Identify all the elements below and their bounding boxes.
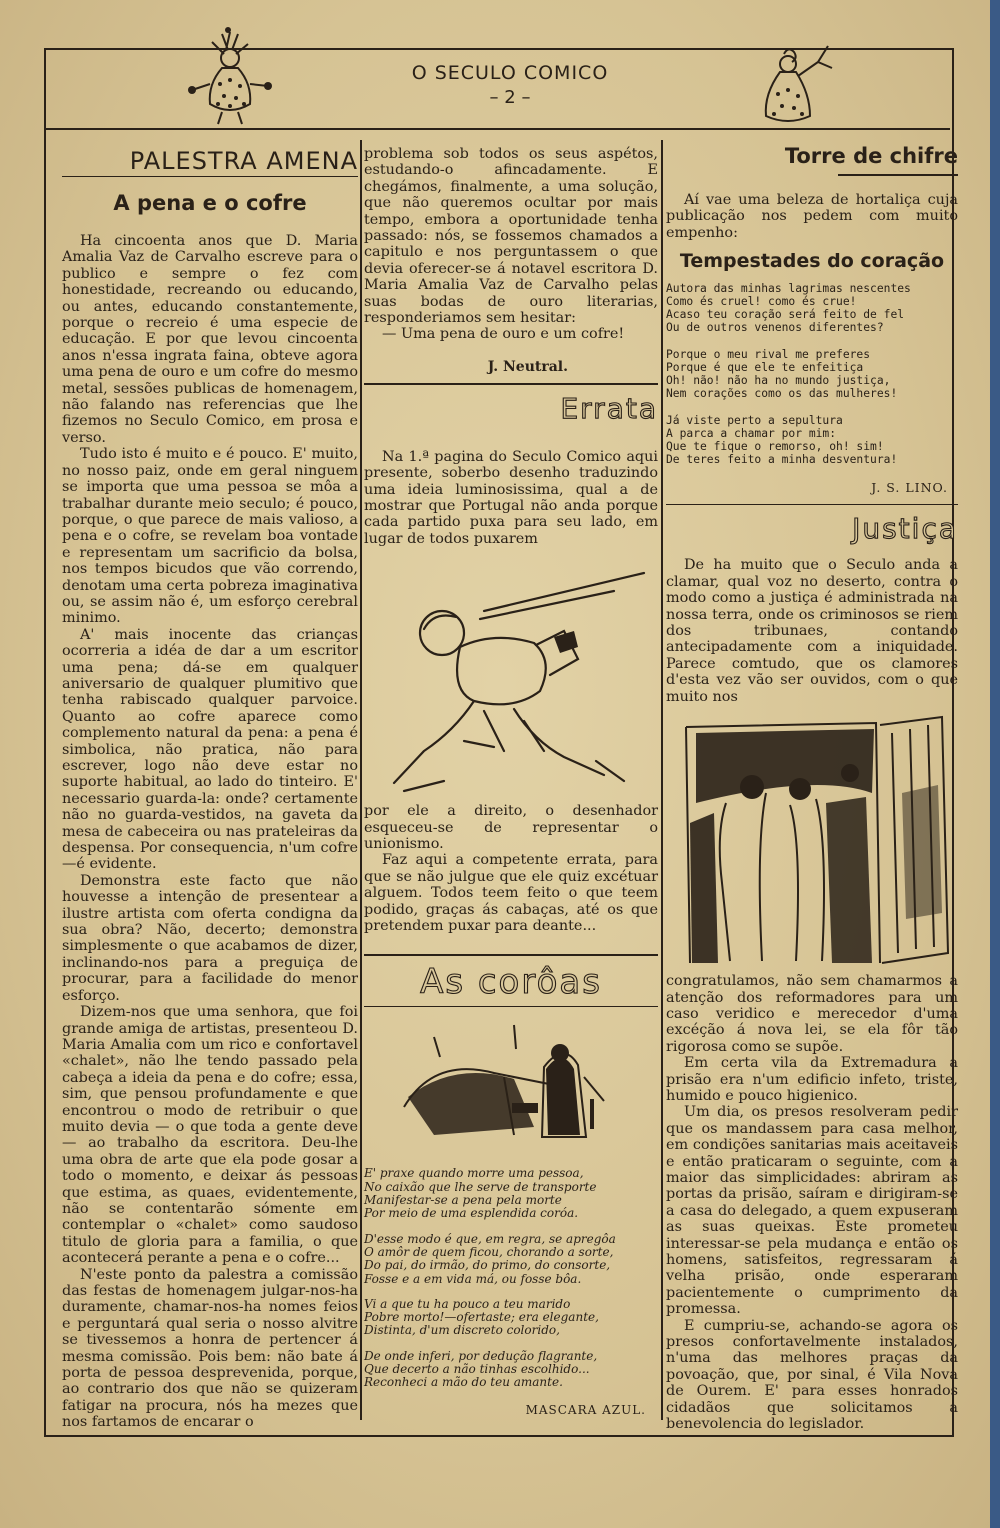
verse-stanza: Autora das minhas lagrimas nescentes Como és cruel! como és crue! Acaso teu coração será feito de fel Ou de outros venenos diferentes? [666, 281, 911, 334]
cartoon-man-pulling-illustration [364, 551, 658, 797]
section-rule [364, 383, 658, 385]
poem-title-tempestades: Tempestades do coração [679, 250, 945, 273]
section-heading-torre: Torre de chifre [784, 144, 958, 168]
mascot-left-illustration [188, 24, 272, 128]
prisoners-door-illustration [666, 713, 958, 965]
torre-intro: Aí vae uma beleza de hortaliça cuja publicação nos pedem com muito empenho: [666, 191, 958, 241]
article-title-pena-cofre: A pena e o cofre [113, 191, 307, 215]
article-continuation: problema sob todos os seus aspétos, estudando-o afincadamente. E chegámos, finalmente, a uma solução, que não queremos ocultar por mais tempo, embora a oportunidade tenha passado: nós, se fossemos chamados a capitulo e nos perguntassem o que devia oferecer-se á notavel escritora D. Maria Amalia Vaz de Carvalho pelas suas bodas de ouro literarias, responderiamos sem hesitar: [364, 146, 658, 327]
article-paragraph: N'este ponto da palestra a comissão das festas de homenagem julgar-nos-ha duramente, chamar-nos-ha nomes feios e perguntará qual seria o nosso alvitre se tivessemos a honra de pertencer á mesma comissão. Pois bem: não bate á porta de pessoa desprevenida, porque, ao contrario dos que não se quizeram fatigar na procura, nós ha mezes que nos fartamos de encarar o [62, 1266, 358, 1431]
errata-paragraph: Faz aqui a competente errata, para que se não julgue que ele quiz excétuar alguem. Todos teem feito o que teem podido, graças ás cabaças, até os que pretendem puxar para deante... [364, 852, 658, 935]
justica-paragraph: De ha muito que o Seculo anda a clamar, qual voz no deserto, contra o modo como a justiça é administrada na nossa terra, onde os criminosos se riem dos tribunaes, contando antecipadamente com a iniquidade. Parece comtudo, que os clamores d'esta vez vão ser ouvidos, com o que muito nos [666, 557, 958, 705]
section-rule [364, 954, 658, 956]
poem-stanza: Vi a que tu ha pouco a teu marido Pobre morto!—ofertaste; era elegante, Distinta, d'um discreto colorido, [364, 1296, 599, 1338]
poem-stanza: De onde inferi, por dedução flagrante, Que decerto a não tinhas escolhido... Reconheci a mão do teu amante. [364, 1348, 598, 1390]
coffin-wreath-illustration [364, 1017, 658, 1157]
column-divider-2 [661, 140, 663, 1420]
section-rule [666, 504, 958, 506]
poem-stanza: D'esse modo é que, em regra, se apregôa O amôr de quem ficou, chorando a sorte, Do pai, do irmão, do primo, do consorte, Fosse e a em vida má, ou fosse bôa. [364, 1231, 616, 1286]
article-quote: — Uma pena de ouro e um cofre! [382, 326, 625, 343]
author-signature-neutral: J. Neutral. [487, 358, 568, 375]
section-heading-coroas: As corôas [420, 961, 602, 1002]
section-rule [364, 1006, 658, 1008]
masthead [300, 62, 720, 108]
column-palestra [62, 148, 358, 1431]
article-paragraph: Ha cincoenta anos que D. Maria Amalia Vaz de Carvalho escreve para o publico e sempre o fez com honestidade, recreando ou educando, ou antes, educando constantemente, porque o recreio é uma especie de educação. E por que levou cincoenta anos n'essa ingrata faina, obteve agora uma pena de ouro e um cofre do mesmo metal, sessões publicas de homenagem, não falando nas referencias que lhe fizemos no Seculo Comico, em prosa e verso. [62, 233, 358, 446]
verse-stanza: Porque o meu rival me preferes Porque é que ele te enfeitiça Oh! não! não ha no mundo justiça, Nem corações como os das mulheres! [666, 347, 898, 400]
masthead-page-number: – 2 – [489, 87, 531, 108]
justica-paragraph: congratulamos, não sem chamarmos a atenção dos reformadores para um caso veridico e merecedor d'uma excéção á nova lei, se ela fôr tão rigorosa como se supõe. [666, 973, 958, 1055]
column-right [666, 146, 958, 1432]
errata-paragraph: por ele a direito, o desenhador esqueceu-se de representar o unionismo. [364, 803, 658, 853]
justica-paragraph: Um dia, os presos resolveram pedir que os mandassem para casa melhor, em condições sanitarias mais aceitaveis e então praticaram o seguinte, com a maior das simplicidades: abriram as portas da prisão, saíram e dirigiram-se a casa do delegado, a quem expuseram as suas queixas. Este prometeu interessar-se pela mudança e então os homens, satisfeitos, regressaram á velha prisão, onde esperaram pacientemente o cumprimento da promessa. [666, 1104, 958, 1318]
page-edge [990, 0, 1000, 1528]
section-heading-palestra: PALESTRA AMENA [62, 148, 358, 177]
section-rule [838, 174, 958, 176]
article-paragraph: Demonstra este facto que não houvesse a intenção de presentear a ilustre artista com oferta condigna da sua obra? Não, decerto; demonstra simplesmente o que acabamos de dizer, inclinando-nos para a preguiça de procurar, para a facilidade do menor esforço. [62, 872, 358, 1004]
article-paragraph: A' mais inocente das crianças ocorreria a idéa de dar a um escritor uma pena; dá-se em qualquer aniversario de qualquer plumitivo que tenha rabiscado qualquer parvoice. Quanto ao cofre aparece como complemento natural da pena: a pena é simbolica, não pratica, não para escrever, logo não deve estar no suporte habitual, ao lado do tinteiro. E' necessario guarda-la: onde? certamente não no guarda-vestidos, na gaveta da mesa de cabeceira ou nas prateleiras da despensa. Por consequencia, n'um cofre—é evidente. [62, 626, 358, 873]
header-bottom-rule [44, 128, 950, 130]
mascot-right-illustration [748, 44, 834, 128]
errata-paragraph: Na 1.ª pagina do Seculo Comico aqui presente, soberbo desenho traduzindo uma ideia luminosissima, qual a de mostrar que Portugal não anda porque cada partido puxa para seu lado, em lugar de todos puxarem [364, 448, 658, 547]
article-paragraph: Tudo isto é muito e é pouco. E' muito, no nosso paiz, onde em geral ninguem se importa que uma pessoa se môa a trabalhar durante meio seculo; é pouco, porque, o que parece de mais valioso, a pena e o cofre, se revelam boa vontade e representam um sacrificio da bolsa, nos tempos bicudos que vão correndo, denotam uma certa pobreza imaginativa ou, se assim não é, um esforço cerebral minimo. [62, 446, 358, 627]
section-heading-justica: Justiça [852, 512, 958, 546]
article-paragraph: Dizem-nos que uma senhora, que foi grande amiga de artistas, presenteou D. Maria Amalia com um rico e confortavel «chalet», não lhe tendo passado pela cabeça a ideia da pena e do cofre; essa, sim, que pensou profundamente e que encontrou o modo de retribuir o que muito devia — o que toda a gente deve — ao trabalho da escritora. Deu-lhe uma obra de arte que ela pode gosar a todo o momento, e deixar ás pessoas que estima, as quaes, evidentemente, não se contentarão sómente em contemplar o «chalet» como saudoso titulo de gloria para a familia, o que acontecerá perante a pena e o cofre... [62, 1004, 358, 1267]
poem-signature: MASCARA AZUL. [525, 1402, 646, 1417]
verse-signature: J. S. LINO. [871, 479, 948, 495]
section-heading-errata: Errata [560, 391, 658, 425]
column-divider-1 [360, 140, 362, 1420]
column-middle [364, 146, 658, 1418]
verse-stanza: Já viste perto a sepultura A parca a chamar por mim: Que te fique o remorso, oh! sim! De teres feito a minha desventura! [666, 413, 898, 466]
justica-paragraph: Em certa vila da Extremadura a prisão era n'um edificio infeto, triste, humido e pouco higienico. [666, 1055, 958, 1104]
poem-stanza: E' praxe quando morre uma pessoa, No caixão que lhe serve de transporte Manifestar-se a pena pela morte Por meio de uma esplendida coróa. [364, 1166, 597, 1221]
masthead-title: O SECULO COMICO [411, 62, 609, 84]
justica-paragraph: E cumpriu-se, achando-se agora os presos confortavelmente instalados, n'uma das melhores praças da povoação, que, por sinal, é Vila Nova de Ourem. E' para esses honrados cidadãos que solicitamos a benevolencia do legislador. [666, 1317, 958, 1433]
